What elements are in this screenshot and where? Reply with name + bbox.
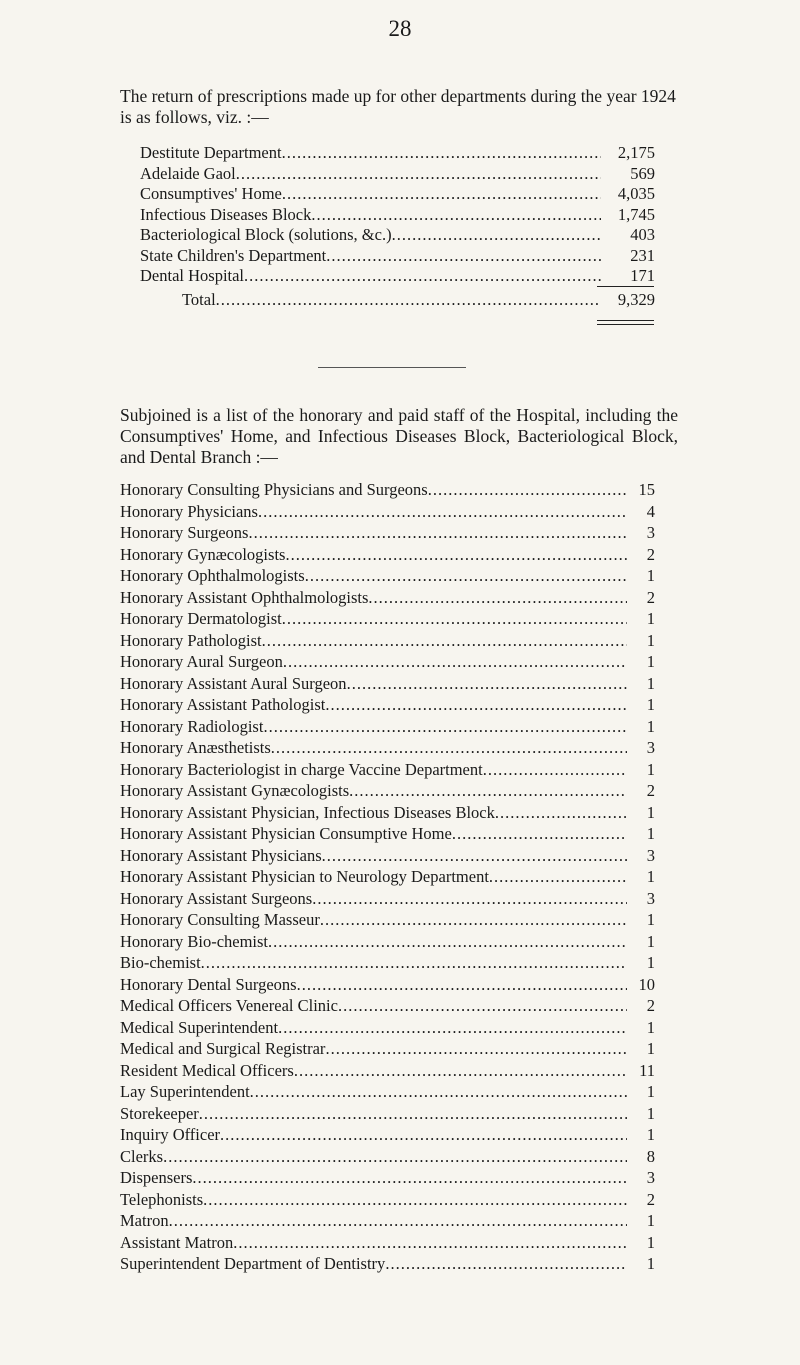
staff-row	[120, 803, 655, 825]
staff-row	[120, 480, 655, 502]
staff-row	[120, 588, 655, 610]
staff-row-label: Honorary Dental Surgeons	[120, 974, 297, 994]
staff-row-value: 1	[646, 716, 655, 736]
prescription-row	[140, 225, 655, 246]
page-number: 28	[388, 16, 412, 41]
prescription-row	[140, 164, 655, 185]
staff-row	[120, 975, 655, 997]
staff-row-value: 1	[646, 566, 655, 585]
staff-row-value: 1	[646, 931, 655, 951]
staff-row-value: 1	[646, 1082, 655, 1101]
staff-row	[120, 760, 655, 782]
staff-row	[120, 781, 655, 803]
staff-row-value: 8	[646, 1146, 655, 1166]
leader-dots	[489, 867, 627, 887]
staff-row-value: 1	[646, 824, 655, 843]
staff-row	[120, 996, 655, 1018]
staff-row-label: Telephonists	[120, 1189, 204, 1209]
staff-row-value: 1	[646, 953, 655, 972]
leader-dots	[285, 545, 627, 565]
staff-row-value: 1	[646, 695, 655, 714]
leader-dots	[282, 143, 601, 163]
leader-dots	[349, 781, 627, 801]
leader-dots	[483, 760, 627, 780]
staff-row	[120, 1211, 655, 1233]
staff-row	[120, 652, 655, 674]
staff-row	[120, 631, 655, 653]
leader-dots	[338, 996, 627, 1016]
staff-row	[120, 717, 655, 739]
staff-row-label: Honorary Assistant Physician Consumptive Home	[120, 824, 452, 843]
leader-dots	[294, 1061, 627, 1081]
prescription-row-label: Consumptives' Home	[140, 184, 282, 203]
leader-dots	[305, 566, 627, 586]
staff-row	[120, 1254, 655, 1276]
staff-row-label: Medical Officers Venereal Clinic	[120, 996, 338, 1015]
leader-dots	[325, 695, 627, 715]
leader-dots	[283, 652, 627, 672]
staff-row	[120, 738, 655, 760]
staff-row-label: Honorary Consulting Masseur	[120, 910, 320, 929]
staff-row-value: 1	[646, 1125, 655, 1144]
leader-dots	[258, 502, 627, 522]
staff-row-label: Honorary Assistant Physician, Infectious Diseases Block	[120, 802, 495, 822]
staff-row-label: Honorary Aural Surgeon	[120, 652, 283, 671]
staff-row-label: Honorary Ophthalmologists	[120, 566, 305, 585]
staff-row	[120, 910, 655, 932]
leader-dots	[311, 205, 601, 225]
prescription-row-value: 2,175	[617, 143, 655, 162]
leader-dots	[263, 717, 627, 737]
prescription-row-label: Adelaide Gaol	[140, 163, 236, 183]
staff-row	[120, 1147, 655, 1169]
staff-row	[120, 889, 655, 911]
leader-dots	[385, 1254, 627, 1274]
staff-row-value: 1	[646, 630, 655, 650]
staff-row-label: Lay Superintendent	[120, 1082, 250, 1101]
leader-dots	[201, 953, 627, 973]
staff-row-label: Honorary Bacteriologist in charge Vaccine Department	[120, 759, 483, 779]
leader-dots	[428, 480, 627, 500]
leader-dots	[236, 164, 601, 184]
staff-row-value: 1	[646, 910, 655, 929]
staff-row	[120, 1039, 655, 1061]
prescription-row-value: 4,035	[617, 184, 655, 203]
leader-dots	[312, 889, 627, 909]
staff-row	[120, 953, 655, 975]
leader-dots	[192, 1168, 627, 1188]
leader-dots	[163, 1147, 627, 1167]
staff-row-label: Dispensers	[120, 1168, 193, 1187]
staff-row-label: Honorary Dermatologist	[120, 609, 282, 628]
total-rule	[597, 286, 654, 287]
prescriptions-intro: The return of prescriptions made up for other departments during the year 1924 is as follows, viz. :—	[120, 86, 676, 127]
staff-row	[120, 1104, 655, 1126]
staff-row-label: Honorary Consulting Physicians and Surgeons	[120, 480, 428, 499]
staff-row-label: Honorary Gynæcologists	[120, 544, 286, 564]
total-label: Total	[182, 290, 216, 309]
prescription-row-label: Dental Hospital	[140, 266, 245, 285]
staff-row-value: 1	[646, 673, 655, 693]
prescription-row-value: 1,745	[617, 204, 655, 224]
staff-row-value: 2	[646, 996, 655, 1015]
leader-dots	[278, 1018, 627, 1038]
prescription-row-value: 231	[630, 245, 655, 265]
leader-dots	[495, 803, 627, 823]
leader-dots	[262, 631, 627, 651]
staff-row-value: 1	[646, 1103, 655, 1123]
leader-dots	[233, 1233, 627, 1253]
staff-row-value: 3	[646, 1168, 655, 1187]
prescription-row-value: 403	[630, 225, 655, 244]
staff-row-label: Medical Superintendent	[120, 1017, 279, 1037]
staff-row	[120, 1018, 655, 1040]
leader-dots	[248, 523, 627, 543]
staff-row-value: 1	[646, 652, 655, 671]
staff-row-value: 2	[646, 587, 655, 607]
staff-table	[120, 480, 655, 1276]
staff-row-value: 2	[646, 781, 655, 800]
leader-dots	[347, 674, 627, 694]
staff-row-value: 1	[646, 1232, 655, 1252]
staff-row-label: Honorary Assistant Aural Surgeon	[120, 673, 347, 693]
staff-row-label: Honorary Assistant Physicians	[120, 845, 322, 865]
staff-row-value: 1	[646, 1254, 655, 1273]
total-value: 9,329	[617, 290, 655, 309]
staff-row-value: 4	[646, 501, 655, 521]
staff-row-label: Honorary Assistant Pathologist	[120, 695, 326, 714]
staff-row-value: 11	[639, 1060, 655, 1080]
staff-row	[120, 846, 655, 868]
staff-row-label: Honorary Assistant Physician to Neurology Department	[120, 867, 489, 886]
staff-row-label: Honorary Assistant Ophthalmologists	[120, 587, 369, 607]
staff-row	[120, 1082, 655, 1104]
staff-row	[120, 824, 655, 846]
staff-row-value: 2	[646, 544, 655, 564]
leader-dots	[282, 609, 627, 629]
staff-row-value: 1	[646, 759, 655, 779]
staff-row-label: Bio-chemist	[120, 953, 201, 972]
staff-row	[120, 545, 655, 567]
staff-row-label: Medical and Surgical Registrar	[120, 1039, 326, 1058]
prescription-row-label: State Children's Department	[140, 245, 327, 265]
prescription-row-label: Destitute Department	[140, 143, 282, 162]
staff-row	[120, 502, 655, 524]
leader-dots	[392, 225, 601, 245]
staff-row-value: 3	[646, 888, 655, 908]
staff-row	[120, 1190, 655, 1212]
leader-dots	[271, 738, 627, 758]
staff-row	[120, 609, 655, 631]
staff-row-label: Honorary Radiologist	[120, 716, 264, 736]
total-double-rule	[597, 320, 654, 325]
staff-row-value: 15	[638, 480, 655, 499]
prescription-row-label: Infectious Diseases Block	[140, 204, 312, 224]
leader-dots	[282, 184, 601, 204]
staff-row	[120, 1125, 655, 1147]
prescriptions-table	[140, 143, 655, 287]
total-row	[182, 290, 655, 311]
staff-row	[120, 523, 655, 545]
staff-row-label: Honorary Physicians	[120, 501, 258, 521]
staff-row-value: 1	[646, 1211, 655, 1230]
staff-row-label: Resident Medical Officers	[120, 1060, 294, 1080]
staff-row-label: Honorary Pathologist	[120, 630, 262, 650]
leader-dots	[250, 1082, 627, 1102]
staff-row-label: Storekeeper	[120, 1103, 199, 1123]
staff-row-label: Honorary Surgeons	[120, 523, 249, 542]
prescription-row-label: Bacteriological Block (solutions, &c.)	[140, 225, 392, 244]
staff-row-value: 1	[646, 609, 655, 628]
leader-dots	[216, 290, 601, 310]
prescription-row	[140, 184, 655, 205]
staff-row-label: Matron	[120, 1211, 169, 1230]
prescription-row	[140, 266, 655, 287]
prescription-row	[140, 246, 655, 267]
leader-dots	[320, 910, 627, 930]
prescription-row	[140, 205, 655, 226]
staff-row-label: Honorary Assistant Surgeons	[120, 888, 313, 908]
staff-row-value: 1	[646, 1017, 655, 1037]
section-separator	[318, 367, 466, 368]
prescription-row-value: 569	[630, 163, 655, 183]
leader-dots	[199, 1104, 627, 1124]
staff-row-value: 3	[646, 845, 655, 865]
staff-row	[120, 566, 655, 588]
staff-row-value: 1	[646, 867, 655, 886]
staff-row-value: 10	[638, 974, 655, 994]
staff-intro: Subjoined is a list of the honorary and paid staff of the Hospital, including the Consumptives' Home, and Infectious Diseases Block, Bacteriological Block, and Dental Branch :—	[120, 405, 678, 467]
staff-row	[120, 1233, 655, 1255]
leader-dots	[244, 266, 601, 286]
leader-dots	[268, 932, 627, 952]
staff-row-value: 1	[646, 802, 655, 822]
staff-row-label: Assistant Matron	[120, 1232, 234, 1252]
leader-dots	[297, 975, 627, 995]
staff-row-label: Inquiry Officer	[120, 1125, 221, 1144]
leader-dots	[322, 846, 627, 866]
staff-row	[120, 867, 655, 889]
staff-row	[120, 932, 655, 954]
staff-row-label: Clerks	[120, 1146, 164, 1166]
leader-dots	[169, 1211, 627, 1231]
leader-dots	[220, 1125, 627, 1145]
prescription-row-value: 171	[630, 266, 655, 285]
leader-dots	[368, 588, 627, 608]
staff-row-label: Honorary Bio-chemist	[120, 931, 269, 951]
leader-dots	[203, 1190, 627, 1210]
staff-row-value: 3	[646, 523, 655, 542]
leader-dots	[325, 1039, 627, 1059]
staff-row-label: Honorary Assistant Gynæcologists	[120, 781, 350, 800]
prescription-row	[140, 143, 655, 164]
staff-row-value: 2	[646, 1189, 655, 1209]
staff-row-label: Superintendent Department of Dentistry	[120, 1254, 386, 1273]
staff-row	[120, 695, 655, 717]
staff-row	[120, 1168, 655, 1190]
staff-row-value: 1	[646, 1039, 655, 1058]
leader-dots	[452, 824, 627, 844]
leader-dots	[326, 246, 601, 266]
staff-row-label: Honorary Anæsthetists	[120, 738, 271, 757]
staff-row-value: 3	[646, 738, 655, 757]
staff-row	[120, 1061, 655, 1083]
staff-row	[120, 674, 655, 696]
